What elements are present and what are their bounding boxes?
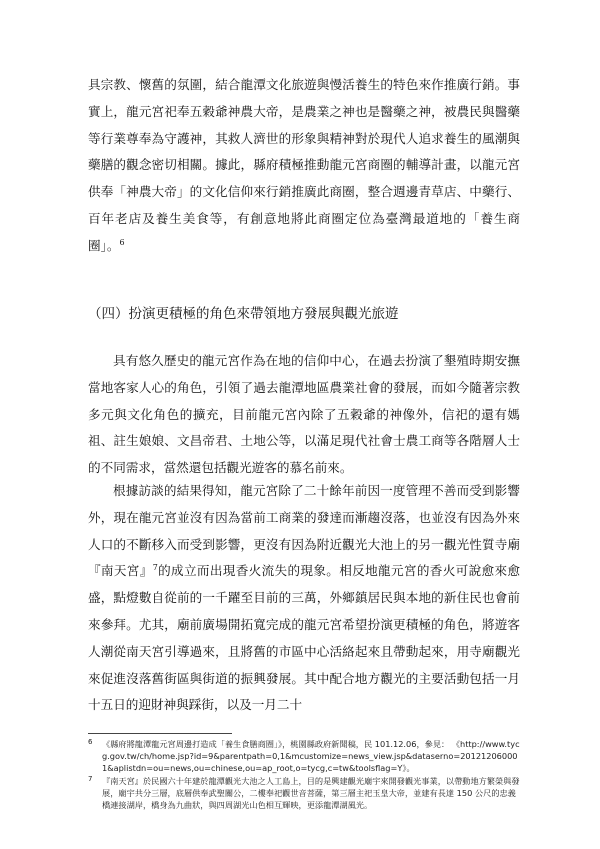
paragraph-3-text-a: 根據訪談的結果得知，龍元宮除了二十餘年前因一度管理不善而受到影響外，現在龍元宮並沒有因為當前工商業的發達而漸趨沒落，也並沒有因為外來人口的不斷移入而受到影響，更沒有因為附近觀光大池上的另一觀光性質寺廟『南天宮』 [88,483,520,579]
footnote-link[interactable]: 《http://www.tycg.gov.tw/ch/home.jsp?id=9&parentpath=0,1&mcustomize=news_view.jsp&dataserno=201212060001&aplistdn=ou=news,ou=chinese,ou=ap_root,o=tycg,c=tw&toolsflag=Y》。 [102,739,520,773]
section-heading: （四）扮演更積極的角色來帶領地方發展與觀光旅遊 [88,306,399,322]
footnote-mark: 6 [88,738,93,746]
footnote-text: 『南天宮』於民國六十年建於龍潭觀光大池之人工島上，目的是興建觀光廟宇來開發觀光事業，以帶動地方繁榮與發展，廟宇共分三層，底層供奉武聖關公，二樓奉祀觀世音菩薩，第三層主祀玉皇大帝，並建有長達 150 公尺的忠義橋連接湖岸，橋身為九曲狀，與四周湖光山色相互輝映，更添龍潭湖風光。 [102,776,520,810]
footnote-ref-6[interactable]: 6 [119,237,125,247]
footnote-ref-7[interactable]: 7 [152,563,158,573]
footnote-mark: 7 [88,775,93,783]
paragraph-1-text: 具宗教、懷舊的氛圍，結合龍潭文化旅遊與慢活養生的特色來作推廣行銷。事實上，龍元宮祀奉五穀爺神農大帝，是農業之神也是醫藥之神，被農民與醫藥等行業尊奉為守護神，其救人濟世的形象與精神對於現代人追求養生的風潮與藥膳的觀念密切相關。據此，縣府積極推動龍元宮商圈的輔導計畫，以龍元宮供奉「神農大帝」的文化信仰來行銷推廣此商圈，整合週邊青草店、中藥行、百年老店及養生美食等，有創意地將此商圈定位為臺灣最道地的「養生商圈」。 [88,77,520,253]
body-paragraph-2: 具有悠久歷史的龍元宮作為在地的信仰中心，在過去扮演了墾殖時期安撫當地客家人心的角色，引領了過去龍潭地區農業社會的發展，而如今隨著宗教多元與文化角色的擴充，目前龍元宮內除了五穀爺的神像外，信祀的還有媽祖、註生娘娘、文昌帝君、土地公等，以滿足現代社會士農工商等各階層人士的不同需求，當然還包括觀光遊客的慕名前來。 [88,353,520,476]
footnote-separator [88,733,232,734]
footnote-6 [88,738,520,774]
footnotes [88,738,520,812]
footnote-text: 《縣府將龍潭龍元宮周邊打造成「養生食膳商圈」》，桃園縣政府新聞稿，民 101.12.06，參見： [102,739,450,749]
footnote-7 [88,775,520,811]
paragraph-3-text-b: 的成立而出現香火流失的現象。相反地龍元宮的香火可說愈來愈盛，點燈數自從前的一千躍至目前的三萬，外鄉鎮居民與本地的新住民也會前來參拜。尤其，廟前廣場開拓寬完成的龍元宮希望扮演更積極的角色，將遊客人潮從南天宮引導過來，且將舊的市區中心活絡起來且帶動起來，用寺廟觀光來促進沒落舊街區與街道的振興發展。其中配合地方觀光的主要活動包括一月十五日的迎財神與踩街，以及一月二十 [88,563,521,713]
body-paragraph-1 [88,72,520,260]
body-paragraph-3 [88,478,520,719]
